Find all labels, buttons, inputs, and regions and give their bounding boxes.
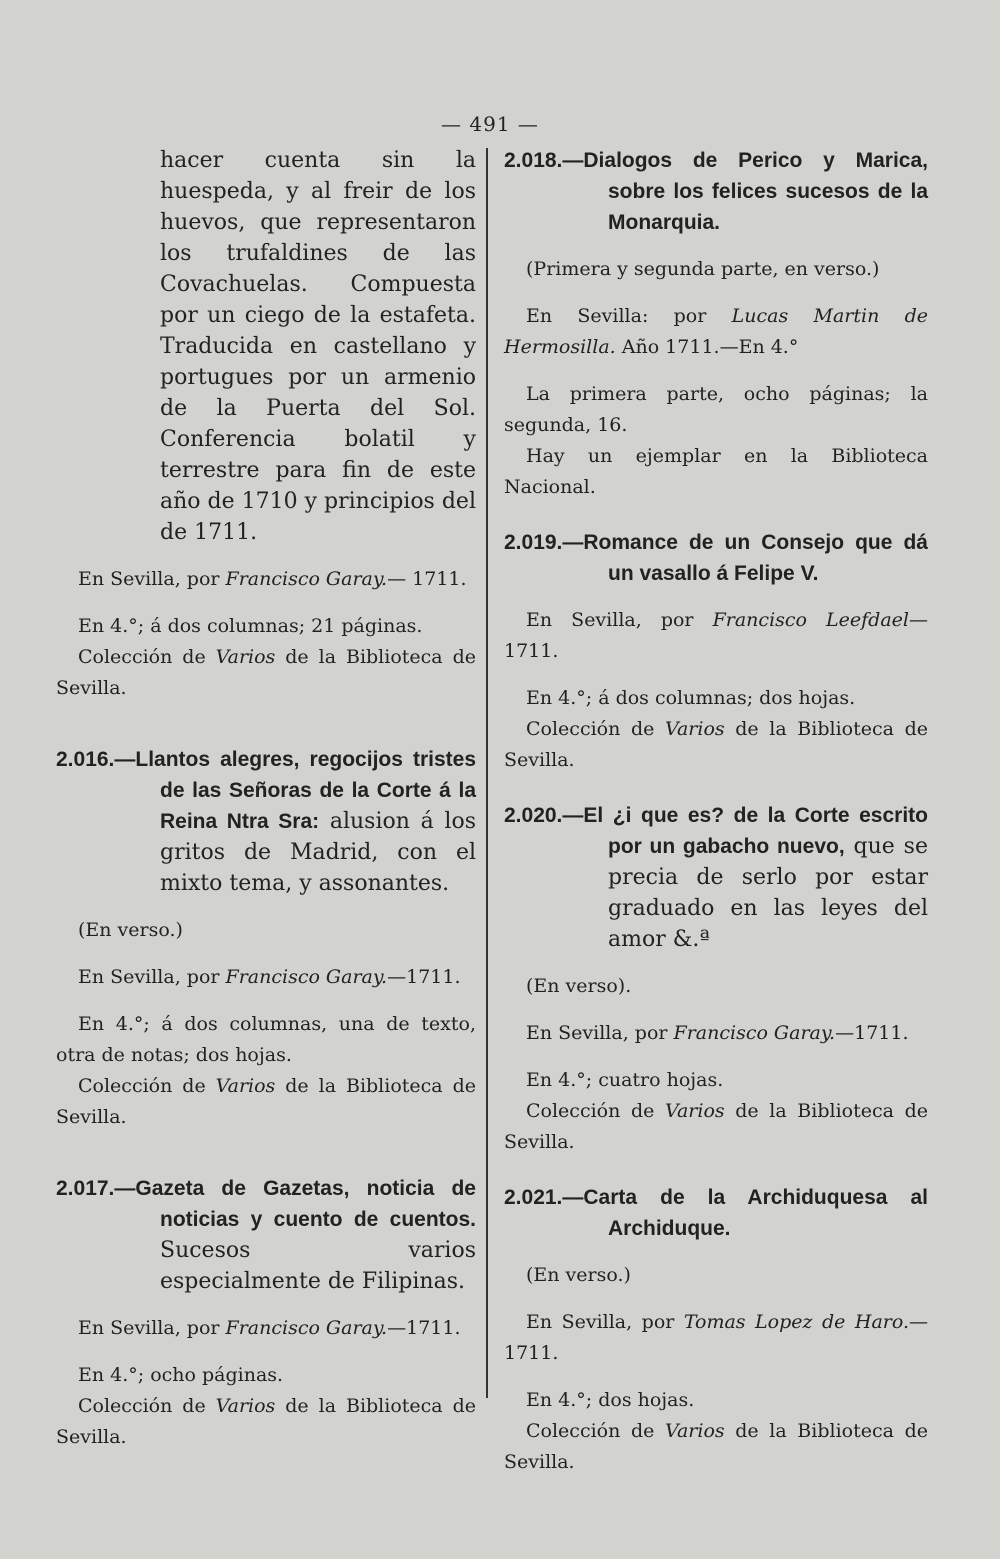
entry-number: 2.019. xyxy=(504,531,563,554)
entry-number: 2.017. xyxy=(56,1177,115,1200)
collection-prefix: Colección de xyxy=(526,1420,665,1442)
entry-number: 2.020. xyxy=(504,804,563,827)
collection-prefix: Colección de xyxy=(526,1100,665,1122)
printer-name: Francisco Leefdael xyxy=(712,609,909,631)
printer-name: Francisco Garay. xyxy=(673,1022,836,1044)
entry-2017-heading xyxy=(56,1173,476,1297)
entry-2018-note: (Primera y segunda parte, en verso.) xyxy=(526,258,880,280)
entry-title: —Romance de un Consejo que dá un vasallo á Felipe V. xyxy=(562,531,928,585)
imprint-prefix: En Sevilla, por xyxy=(78,568,226,590)
entry-2021-format: En 4.°; dos hojas. xyxy=(526,1389,695,1411)
collection-suffix: de la Biblioteca de Sevilla. xyxy=(504,718,928,771)
collection-name: Varios xyxy=(664,1420,725,1442)
collection-name: Varios xyxy=(215,1395,276,1417)
entry-number: 2.016. xyxy=(56,748,115,771)
entry-2019-heading xyxy=(504,527,928,589)
imprint-prefix: En Sevilla, por xyxy=(526,1022,674,1044)
printer-name: Francisco Garay. xyxy=(225,1317,388,1339)
entry-continuation-format: En 4.°; á dos columnas; 21 páginas. xyxy=(78,615,423,637)
imprint-date: —1711. xyxy=(387,966,461,988)
entry-2016-collection xyxy=(56,1071,476,1133)
collection-suffix: de la Biblioteca de Sevilla. xyxy=(56,1395,476,1448)
entry-title: —Carta de la Archiduquesa al Archiduque. xyxy=(562,1186,928,1240)
entry-2018-copy: Hay un ejemplar en la Biblioteca Nacional. xyxy=(504,445,928,498)
collection-name: Varios xyxy=(664,718,725,740)
collection-prefix: Colección de xyxy=(78,646,216,668)
entry-2020-imprint xyxy=(504,1018,928,1049)
left-column xyxy=(56,145,476,1453)
collection-suffix: de la Biblioteca de Sevilla. xyxy=(56,1075,476,1128)
entry-2020-heading xyxy=(504,800,928,955)
imprint-date: —1711. xyxy=(387,1317,461,1339)
page-number: — 491 — xyxy=(441,112,539,136)
entry-2018-pages: La primera parte, ocho páginas; la segunda, 16. xyxy=(504,383,928,436)
imprint-prefix: En Sevilla, por xyxy=(78,1317,226,1339)
imprint-date: Año 1711.—En 4.° xyxy=(615,336,799,358)
collection-prefix: Colección de xyxy=(78,1075,216,1097)
column-divider xyxy=(486,148,488,1398)
collection-suffix: de la Biblioteca de Sevilla. xyxy=(56,646,476,699)
collection-prefix: Colección de xyxy=(526,718,665,740)
entry-continuation-title: hacer cuenta sin la huespeda, y al freir de los huevos, que representaron los trufaldines de las Covachuelas. Compuesta por un ciego de la estafeta. Traducida en castellano y portugues por un armenio de la Puerta del Sol. Conferencia bolatil y terrestre para fin de este año de 1710 y principios del de 1711. xyxy=(160,148,476,545)
entry-2017-imprint xyxy=(56,1313,476,1344)
entry-2018-imprint xyxy=(504,301,928,363)
imprint-date: — 1711. xyxy=(387,568,467,590)
collection-name: Varios xyxy=(215,1075,276,1097)
printer-name: Tomas Lopez de Haro. xyxy=(683,1311,909,1333)
entry-2017-collection xyxy=(56,1391,476,1453)
entry-title-rest: Sucesos varios especialmente de Filipinas. xyxy=(160,1238,476,1294)
imprint-date: —1711. xyxy=(835,1022,909,1044)
right-column xyxy=(504,145,928,1478)
imprint-date: —1711. xyxy=(504,609,928,662)
entry-2016-note: (En verso.) xyxy=(78,919,183,941)
entry-2021-imprint xyxy=(504,1307,928,1369)
entry-title: —Llantos alegres, regocijos tristes de las Señoras de la Corte á la Reina Ntra Sra: xyxy=(114,748,476,833)
entry-2020-note: (En verso). xyxy=(526,975,632,997)
entry-2017-format: En 4.°; ocho páginas. xyxy=(78,1364,284,1386)
entry-title-rest: que se precia de serlo por estar graduado en las leyes del amor &.ª xyxy=(608,834,928,952)
entry-2019-imprint xyxy=(504,605,928,667)
entry-2021-collection xyxy=(504,1416,928,1478)
entry-2018-heading xyxy=(504,145,928,238)
collection-name: Varios xyxy=(215,646,276,668)
imprint-prefix: En Sevilla, por xyxy=(526,609,713,631)
entry-2020-format: En 4.°; cuatro hojas. xyxy=(526,1069,724,1091)
entry-2021-note: (En verso.) xyxy=(526,1264,631,1286)
imprint-prefix: En Sevilla: por xyxy=(526,305,732,327)
entry-2016-format: En 4.°; á dos columnas, una de texto, otra de notas; dos hojas. xyxy=(56,1013,476,1066)
entry-title: —Dialogos de Perico y Marica, sobre los felices sucesos de la Monarquia. xyxy=(562,149,928,234)
printer-name: Lucas Martin de Hermosilla. xyxy=(504,305,928,358)
entry-continuation-collection xyxy=(56,642,476,704)
entry-2021-heading xyxy=(504,1182,928,1244)
printer-name: Francisco Garay. xyxy=(225,568,388,590)
entry-2019-collection xyxy=(504,714,928,776)
entry-number: 2.018. xyxy=(504,149,563,172)
entry-title: —El ¿i que es? de la Corte escrito por un gabacho nuevo, xyxy=(562,804,928,858)
collection-suffix: de la Biblioteca de Sevilla. xyxy=(504,1420,928,1473)
entry-2019-format: En 4.°; á dos columnas; dos hojas. xyxy=(526,687,856,709)
entry-2016-imprint xyxy=(56,962,476,993)
entry-2020-collection xyxy=(504,1096,928,1158)
entry-title: —Gazeta de Gazetas, noticia de noticias y cuento de cuentos. xyxy=(114,1177,476,1231)
collection-name: Varios xyxy=(664,1100,725,1122)
imprint-date: —1711. xyxy=(504,1311,928,1364)
entry-number: 2.021. xyxy=(504,1186,563,1209)
collection-suffix: de la Biblioteca de Sevilla. xyxy=(504,1100,928,1153)
entry-title-rest: alusion á los gritos de Madrid, con el mixto tema, y assonantes. xyxy=(160,809,476,896)
printer-name: Francisco Garay. xyxy=(225,966,388,988)
collection-prefix: Colección de xyxy=(78,1395,216,1417)
imprint-prefix: En Sevilla, por xyxy=(526,1311,684,1333)
entry-2016-heading xyxy=(56,744,476,899)
imprint-prefix: En Sevilla, por xyxy=(78,966,226,988)
entry-continuation-imprint xyxy=(56,564,476,595)
